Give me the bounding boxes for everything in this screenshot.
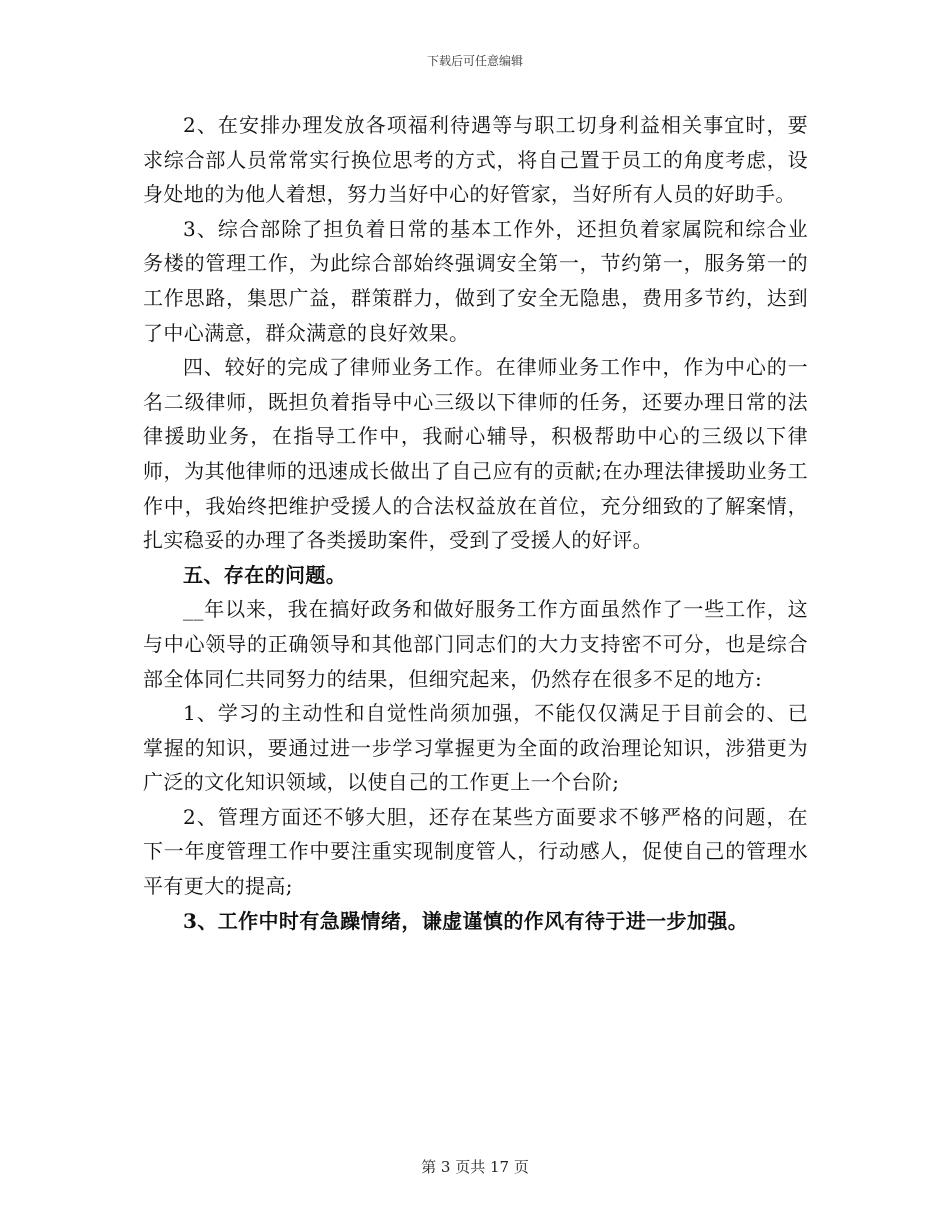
paragraph-management: 3、综合部除了担负着日常的基本工作外，还担负着家属院和综合业务楼的管理工作，为此综合部始终强调安全第一，节约第一，服务第一的工作思路，集思广益，群策群力，做到了安全无隐患，费用多节约，达到了中心满意，群众满意的良好效果。 xyxy=(143,216,808,345)
document-body xyxy=(143,108,808,938)
section-heading-problems: 五、存在的问题。 xyxy=(183,562,347,587)
paragraph-welfare: 2、在安排办理发放各项福利待遇等与职工切身利益相关事宜时，要求综合部人员常常实行换位思考的方式，将自己置于员工的角度考虑，设身处地的为他人着想，努力当好中心的好管家，当好所有人员的好助手。 xyxy=(143,113,808,207)
page-header: 下载后可任意编辑 xyxy=(426,54,523,68)
page-footer: 第 3 页共 17 页 xyxy=(421,1158,529,1176)
paragraph-problem-2: 2、管理方面还不够大胆，还存在某些方面要求不够严格的问题，在下一年度管理工作中要注重实现制度管人，行动感人，促使自己的管理水平有更大的提高; xyxy=(143,804,808,899)
paragraph-problems-intro: __年以来，我在搞好政务和做好服务工作方面虽然作了一些工作，这与中心领导的正确领导和其他部门同志们的大力支持密不可分，也是综合部全体同仁共同努力的结果，但细究起来，仍然存在很多不足的地方: xyxy=(143,597,808,691)
paragraph-problem-3: 3、工作中时有急躁情绪，谦虚谨慎的作风有待于进一步加强。 xyxy=(183,908,749,933)
paragraph-problem-1: 1、学习的主动性和自觉性尚须加强，不能仅仅满足于目前会的、已掌握的知识，要通过进一步学习掌握更为全面的政治理论知识，涉猎更为广泛的文化知识领域，以使自己的工作更上一个台阶; xyxy=(143,701,808,795)
paragraph-lawyer-work: 四、较好的完成了律师业务工作。在律师业务工作中，作为中心的一名二级律师，既担负着指导中心三级以下律师的任务，还要办理日常的法律援助业务，在指导工作中，我耐心辅导，积极帮助中心的三级以下律师，为其他律师的迅速成长做出了自己应有的贡献;在办理法律援助业务工作中，我始终把维护受援人的合法权益放在首位，充分细致的了解案情，扎实稳妥的办理了各类援助案件，受到了受援人的好评。 xyxy=(143,355,808,553)
